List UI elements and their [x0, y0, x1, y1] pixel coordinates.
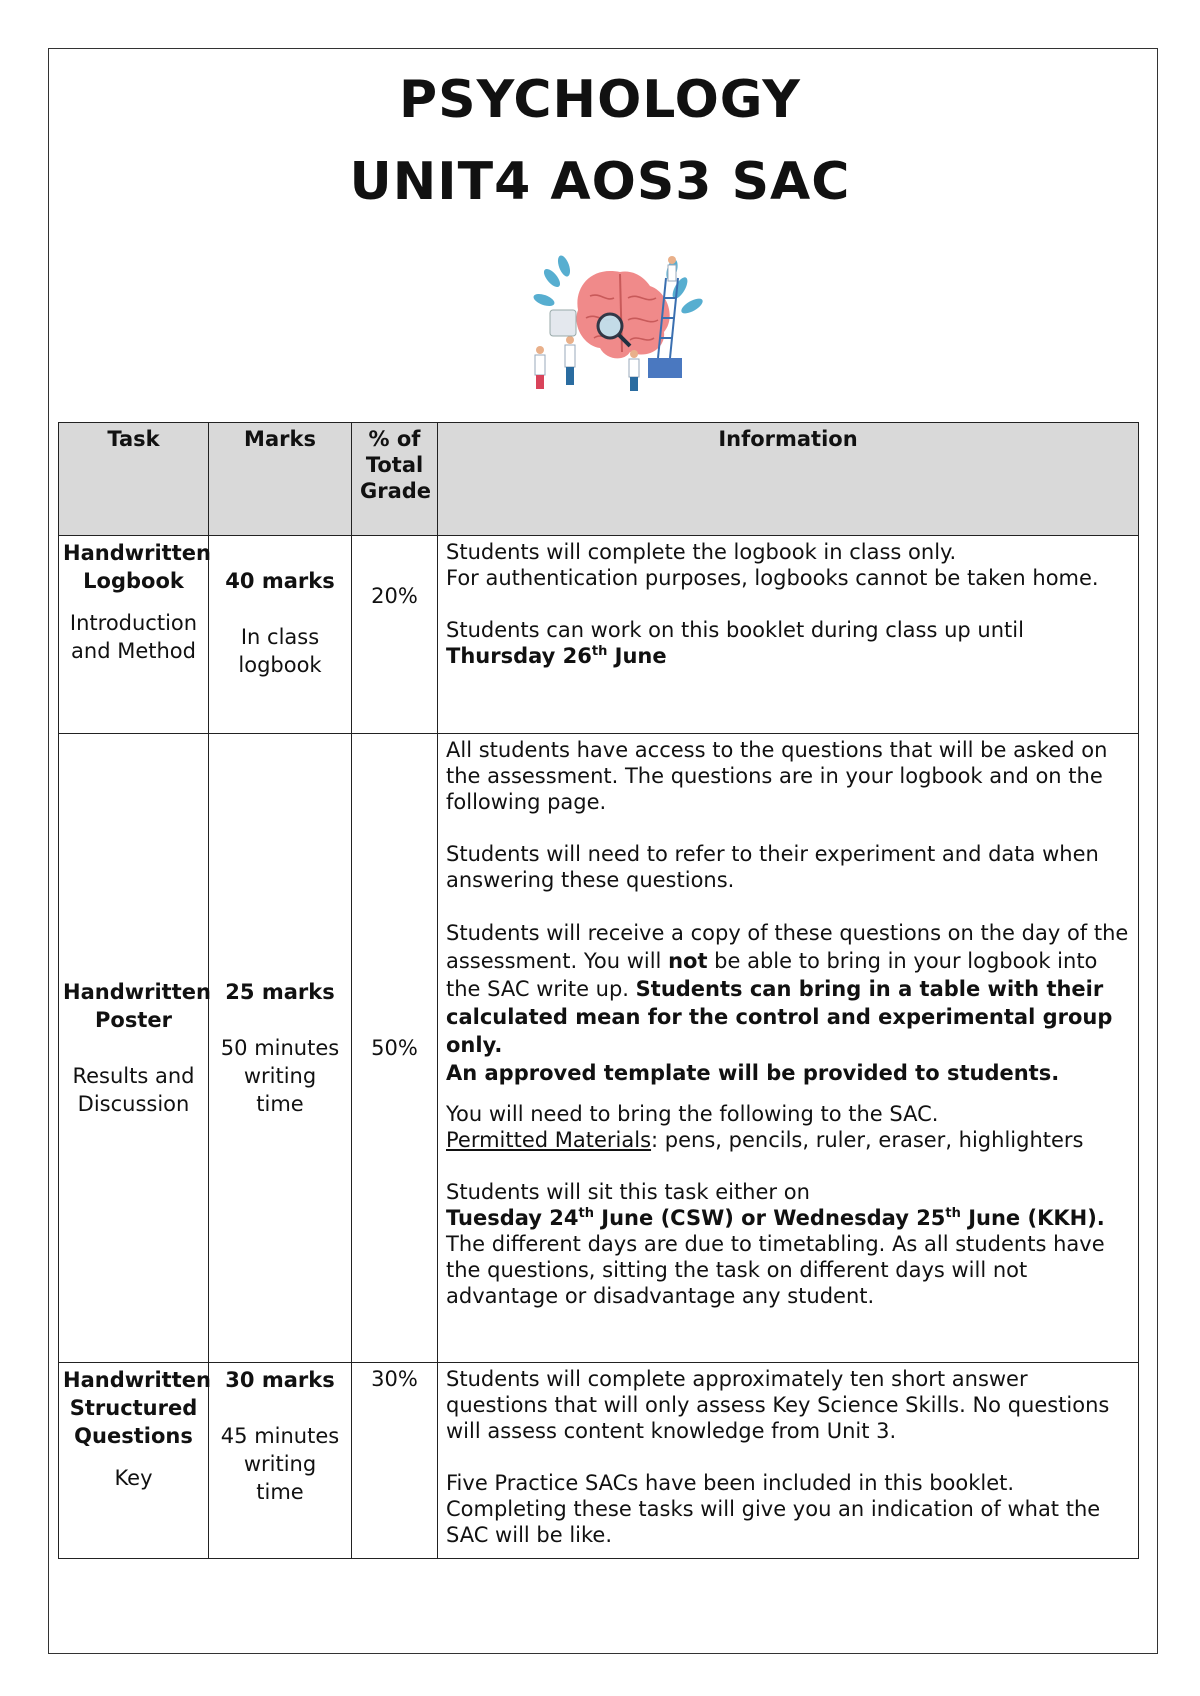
marks-cell: [209, 536, 352, 734]
column-header-marks: Marks: [209, 423, 352, 536]
marks-note: 45 minutes writing time: [220, 1424, 340, 1504]
info-text: The different days are due to timetabling. As all students have the questions, sitting the task on different days will not advantage or disadvantage any student.: [446, 1232, 1105, 1308]
marks-note: 50 minutes writing time: [220, 1036, 340, 1116]
deadline-date: Thursday 26: [446, 644, 592, 668]
information-cell: [438, 1363, 1139, 1559]
marks-cell: [209, 1363, 352, 1559]
column-header-task: Task: [59, 423, 209, 536]
table-row: [59, 734, 1139, 1363]
info-span: June (CSW) or Wednesday 25: [593, 1206, 946, 1230]
sac-overview-table: [58, 422, 1139, 1559]
info-text: You will need to bring the following to the SAC.: [446, 1102, 939, 1126]
percent-cell: [352, 734, 438, 1363]
information-cell: [438, 734, 1139, 1363]
info-text: Students will sit this task either on: [446, 1180, 810, 1204]
ordinal-suffix: th: [578, 1206, 594, 1221]
task-title: Handwritten Logbook: [63, 541, 211, 593]
info-text: Students will complete the logbook in class only.: [446, 540, 957, 564]
table-header-row: [59, 423, 1139, 536]
ordinal-suffix: th: [945, 1206, 961, 1221]
info-dates: [446, 1205, 1130, 1231]
info-text: All students have access to the questions that will be asked on the assessment. The questions are in your logbook and on the following page.: [446, 738, 1108, 814]
info-span: Tuesday 24: [446, 1206, 579, 1230]
info-span: June (KKH).: [960, 1206, 1105, 1230]
permitted-materials-list: : pens, pencils, ruler, eraser, highlighters: [651, 1128, 1084, 1152]
percent-value: 30%: [371, 1367, 418, 1391]
marks-value: 30 marks: [225, 1368, 335, 1392]
info-deadline: [446, 643, 1130, 669]
task-subtitle: Key: [114, 1466, 153, 1490]
table-row: [59, 1363, 1139, 1559]
permitted-materials-label: Permitted Materials: [446, 1128, 652, 1152]
marks-value: 25 marks: [225, 980, 335, 1004]
info-span: be able to bring in your logbook into the SAC write up.: [446, 949, 1098, 1001]
task-cell: [59, 536, 209, 734]
task-cell: [59, 734, 209, 1363]
page-title: PSYCHOLOGY: [399, 70, 801, 130]
info-text: Five Practice SACs have been included in this booklet. Completing these tasks will give you an indication of what the SAC will be like.: [446, 1471, 1101, 1547]
information-cell: [438, 536, 1139, 734]
marks-value: 40 marks: [225, 569, 335, 593]
brain-research-illustration: [530, 248, 710, 396]
task-subtitle: Results and Discussion: [72, 1064, 195, 1116]
task-title: Handwritten Poster: [63, 980, 211, 1032]
percent-value: 20%: [371, 584, 418, 608]
info-span: Students will receive a copy of these questions on the day of the assessment. You will: [446, 921, 1129, 973]
marks-cell: [209, 734, 352, 1363]
ordinal-suffix: th: [591, 644, 608, 659]
info-emphasis: An approved template will be provided to students.: [446, 1061, 1060, 1085]
percent-cell: [352, 536, 438, 734]
percent-value: 50%: [371, 1036, 418, 1060]
task-title: Handwritten Structured Questions: [63, 1368, 211, 1448]
column-header-information: Information: [438, 423, 1139, 536]
info-emphasis: not: [668, 949, 708, 973]
info-emphasis: Students can bring in a table with their calculated mean for the control and experimental group only.: [446, 977, 1113, 1057]
info-text: [446, 1127, 1130, 1153]
marks-note: In class logbook: [238, 625, 322, 677]
page-subtitle: UNIT4 AOS3 SAC: [349, 152, 851, 212]
info-text: Students will complete approximately ten short answer questions that will only assess Key Science Skills. No questions will assess content knowledge from Unit 3.: [446, 1367, 1110, 1443]
percent-cell: [352, 1363, 438, 1559]
table-row: [59, 536, 1139, 734]
task-cell: [59, 1363, 209, 1559]
task-subtitle: Introduction and Method: [69, 611, 198, 663]
info-text: [446, 919, 1130, 1059]
column-header-percent: % of Total Grade: [352, 423, 438, 536]
deadline-month: June: [607, 644, 667, 668]
info-text: Students can work on this booklet during class up until: [446, 618, 1024, 642]
info-text: Students will need to refer to their experiment and data when answering these questions.: [446, 842, 1099, 892]
info-text: For authentication purposes, logbooks cannot be taken home.: [446, 566, 1099, 590]
